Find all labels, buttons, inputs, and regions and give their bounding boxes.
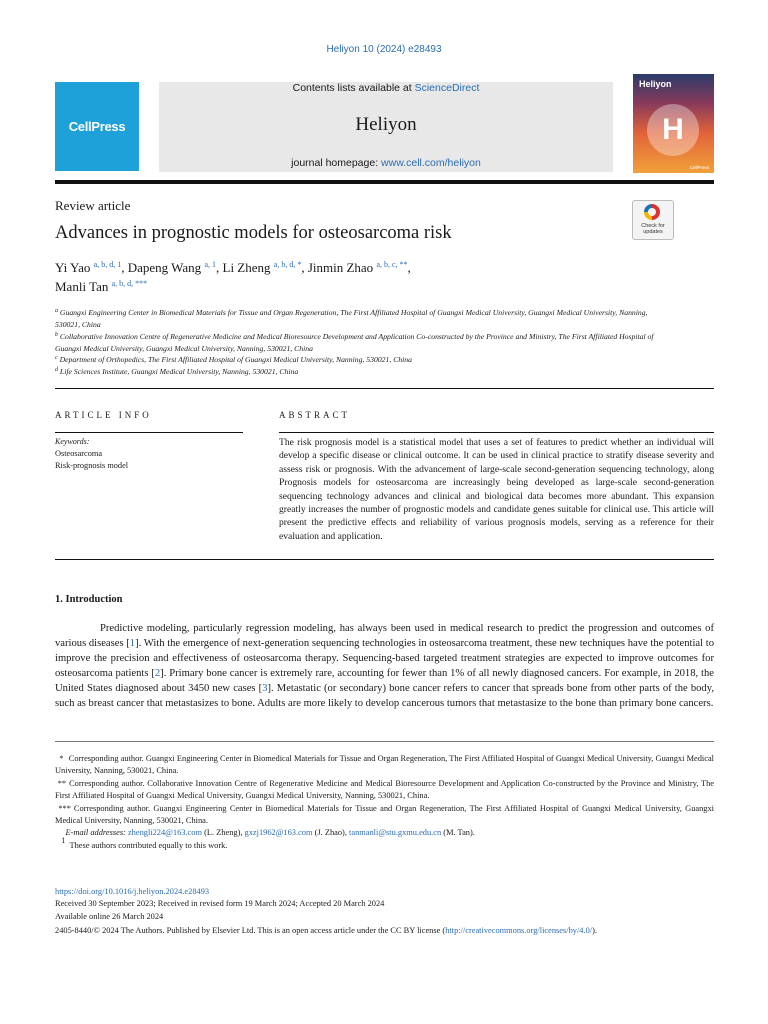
author-name[interactable]: Jinmin Zhao <box>307 260 374 275</box>
body-text: Predictive modeling, particularly regression modeling, has always been used in medical research to predict the progression and outcomes of various diseases [ <box>55 623 714 650</box>
cover-publisher: CellPress <box>689 165 709 170</box>
affiliation-mark: d <box>55 367 58 373</box>
section-divider <box>55 388 714 389</box>
section-divider <box>55 559 714 560</box>
footnotes <box>55 753 714 852</box>
email-footnote <box>55 827 714 839</box>
received-dates: Received 30 September 2023; Received in revised form 19 March 2024; Accepted 20 March 2024 <box>55 899 385 909</box>
footnote-mark: 1 <box>61 835 66 845</box>
affiliation-text: Life Sciences Institute, Guangxi Medical University, Nanning, 530021, China <box>59 367 299 376</box>
cellpress-logo[interactable] <box>55 82 139 171</box>
affiliation <box>55 366 655 378</box>
cover-emblem <box>647 104 699 156</box>
footnote-mark: ** <box>57 778 67 788</box>
author-name[interactable]: Yi Yao <box>55 260 91 275</box>
cellpress-logo-text: CellPress <box>68 119 126 134</box>
author-name[interactable]: Dapeng Wang <box>127 260 202 275</box>
abstract-divider <box>279 432 714 433</box>
available-online: Available online 26 March 2024 <box>55 911 164 921</box>
header-divider <box>55 180 714 184</box>
affiliation-mark: c <box>55 355 58 361</box>
authors-line <box>55 279 147 295</box>
citation-link[interactable]: 1 <box>129 638 136 650</box>
author-affiliation-marks[interactable]: a, b, d, *** <box>111 279 148 288</box>
footnote <box>55 803 714 828</box>
journal-reference[interactable]: Heliyon 10 (2024) e28493 <box>326 44 442 55</box>
keyword: Risk-prognosis model <box>55 461 129 470</box>
journal-cover-image[interactable] <box>633 74 714 173</box>
email-link[interactable]: tanmanli@stu.gxmu.edu.cn <box>349 828 442 838</box>
affiliation <box>55 307 655 330</box>
article-info-divider <box>55 432 243 433</box>
affiliation-text: Department of Orthopedics, The First Affiliated Hospital of Guangxi Medical University, Nanning, 530021, China <box>59 355 412 364</box>
cover-title: Heliyon <box>639 79 672 89</box>
license-link[interactable]: http://creativecommons.org/licenses/by/4.0/ <box>445 925 593 935</box>
footnote <box>55 835 714 852</box>
email-owner: (J. Zhao), <box>312 828 350 838</box>
citation-link[interactable]: 2 <box>154 668 161 680</box>
body-text: ]. Primary bone cancer is extremely rare, accounting for fewer than 1% of all newly diagnosed cancers. For example, in 2018, the United States diagnosed about 3450 new cases [ <box>55 668 715 695</box>
footnote-text: Corresponding author. Collaborative Innovation Centre of Regenerative Medicine and Medical Bioresource Development and Application Co-constructed by the Province and Ministry, The First Affiliated Hospital of Guangxi Medical University, Guangxi Medical University, Nanning, 530021, China. <box>55 778 715 801</box>
abstract-heading: ABSTRACT <box>279 410 351 420</box>
email-label: E-mail addresses: <box>65 828 126 838</box>
footnote <box>55 778 714 803</box>
check-updates-label: Check for updates <box>641 223 665 235</box>
affiliation-text: Collaborative Innovation Centre of Regenerative Medicine and Medical Bioresource Development and Application Co-constructed by the Province and Ministry, The First Affiliated Hospital of Guangxi Medical University, Guangxi Medical University, Nanning, 530021, China <box>55 332 654 353</box>
author-affiliation-marks[interactable]: a, b, d, 1 <box>93 260 122 269</box>
email-owner: (L. Zheng), <box>201 828 245 838</box>
author-affiliation-marks[interactable]: a, b, c, ** <box>376 260 408 269</box>
footnote <box>55 753 714 778</box>
author-affiliation-marks[interactable]: a, 1 <box>204 260 216 269</box>
affiliation-text: Guangxi Engineering Center in Biomedical Materials for Tissue and Organ Regeneration, The First Affiliated Hospital of Guangxi Medical University, Guangxi Medical University, Nanning, 530021, China <box>55 308 648 329</box>
author-separator: , <box>216 260 223 275</box>
body-text: ]. Metastatic (or secondary) bone cancer refers to cancer that spreads bone from other parts of the body, such as breast cancer that metastasizes to bone. Adults are more likely to develop cancerous tumors that metastasize to the bone than primary bone cancers. <box>55 683 714 710</box>
contents-line <box>159 82 613 94</box>
footnote-divider <box>55 741 714 742</box>
bookmark-icon <box>644 204 660 220</box>
article-title: Advances in prognostic models for osteosarcoma risk <box>55 223 452 243</box>
affiliation <box>55 331 655 354</box>
publication-info <box>55 886 714 937</box>
sciencedirect-link[interactable]: ScienceDirect <box>414 82 480 94</box>
citation-link[interactable]: 3 <box>262 683 268 695</box>
homepage-prefix: journal homepage: <box>291 157 382 169</box>
license-line <box>55 925 714 937</box>
abstract-text: The risk prognosis model is a statistical model that uses a set of features to predict whether an individual will develop a specific disease or clinical outcome. It can be used in clinical practice to stratify disease severity and assess risk or prognosis. With the advancement of large-scale second-generation sequencing technology, along Prognosis models for osteosarcoma are increasingly being developed as large-scale second-generation sequencing technology advances and clinical and biological data becomes more abundant. This expansion greatly increases the number of prognostic models and candidate genes suitable for clinical use. This article will present the predictive effects and reliability of various prognosis models, serving as a reference for their evaluation and application. <box>279 437 714 542</box>
affiliation <box>55 354 655 366</box>
journal-name: Heliyon <box>355 114 417 135</box>
cover-letter: H <box>662 113 684 146</box>
check-for-updates-badge[interactable] <box>632 200 674 240</box>
affiliation-mark: b <box>55 332 58 338</box>
authors-line <box>55 260 411 276</box>
author-separator: , <box>121 260 128 275</box>
footnote-text: These authors contributed equally to this work. <box>69 840 228 850</box>
body-text: ]. With the emergence of next-generation sequencing technologies in osteosarcoma treatment, these new techniques have the potential to improve the precision and effectiveness of osteosarcoma therapy. Sequencing-based targeted treatment strategies are expected to improve outcomes for osteosarcoma patients [ <box>55 638 714 680</box>
homepage-link[interactable]: www.cell.com/heliyon <box>381 157 481 169</box>
license-suffix: ). <box>592 925 597 935</box>
keywords-label: Keywords: <box>55 437 90 446</box>
article-type: Review article <box>55 198 131 213</box>
email-owner: (M. Tan). <box>441 828 475 838</box>
doi-link[interactable]: https://doi.org/10.1016/j.heliyon.2024.e28493 <box>55 887 210 896</box>
author-separator: , <box>301 260 308 275</box>
author-separator: , <box>407 260 411 275</box>
intro-paragraph <box>55 621 714 712</box>
author-name[interactable]: Li Zheng <box>222 260 271 275</box>
footnote-mark: * <box>59 754 64 763</box>
license-text: 2405-8440/© 2024 The Authors. Published by Elsevier Ltd. This is an open access article under the CC BY license ( <box>55 925 446 935</box>
footnote-mark: *** <box>58 803 71 813</box>
contents-prefix: Contents lists available at <box>292 82 415 94</box>
article-info-heading: ARTICLE INFO <box>55 410 152 420</box>
author-name[interactable]: Manli Tan <box>55 279 109 294</box>
footnote-text: Corresponding author. Guangxi Engineering Center in Biomedical Materials for Tissue and Organ Regeneration, The First Affiliated Hospital of Guangxi Medical University, Guangxi Medical University, Nanning, 530021, China. <box>55 803 714 826</box>
keyword: Osteosarcoma <box>55 449 102 458</box>
affiliation-mark: a <box>55 308 58 314</box>
homepage-line <box>159 157 613 169</box>
email-link[interactable]: gxzj1962@163.com <box>244 828 313 838</box>
author-affiliation-marks[interactable]: a, b, d, * <box>273 260 302 269</box>
email-link[interactable]: zhengli224@163.com <box>127 828 202 838</box>
footnote-text: Corresponding author. Guangxi Engineering Center in Biomedical Materials for Tissue and Organ Regeneration, The First Affiliated Hospital of Guangxi Medical University, Guangxi Medical University, Nanning, 530021, China. <box>55 754 715 776</box>
section-heading: 1. Introduction <box>55 594 123 605</box>
